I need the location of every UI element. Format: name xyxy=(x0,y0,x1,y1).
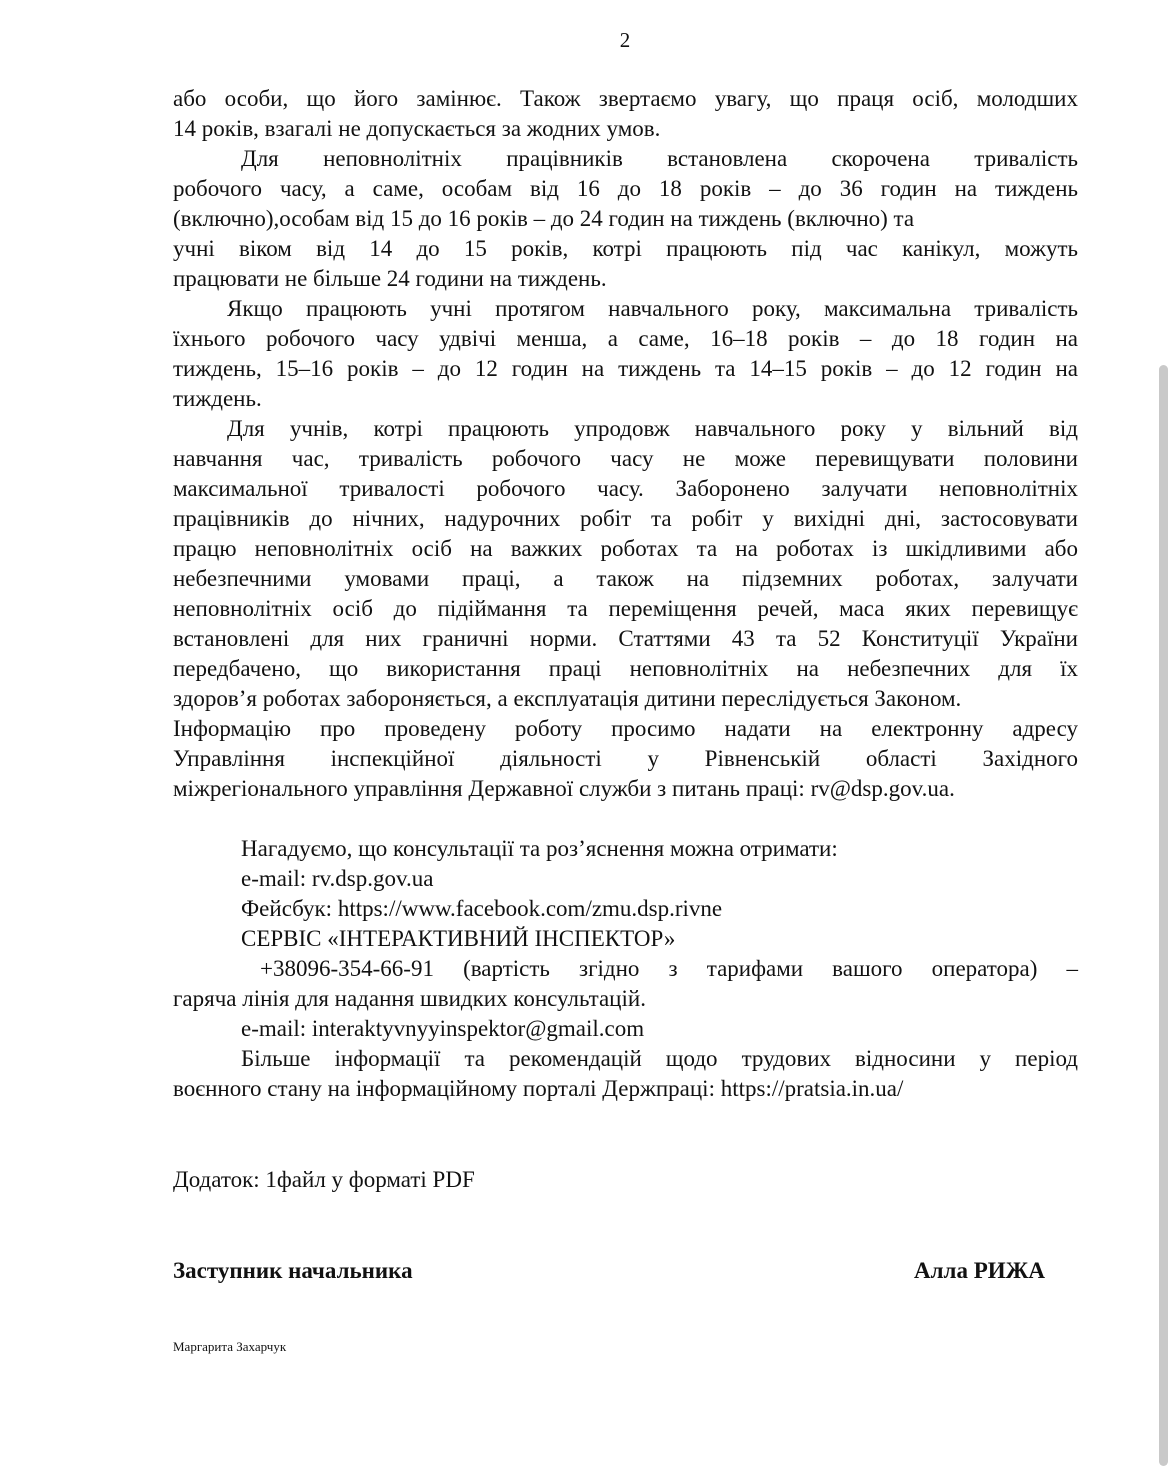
signatory-name: Алла РИЖА xyxy=(914,1258,1045,1283)
text-line: міжрегіонального управління Державної служби з питань праці: rv@dsp.gov.ua. xyxy=(173,776,955,801)
text-line: здоров’я роботах забороняється, а експлуатація дитини переслідується Законом. xyxy=(173,686,962,711)
page-number: 2 xyxy=(619,28,631,52)
text-line: Управління інспекційної діяльності у Рівненській області Західного xyxy=(173,746,1078,771)
text-line: Для учнів, котрі працюють упродовж навчального року у вільний від xyxy=(227,416,1078,441)
text-line: працювати не більше 24 години на тиждень. xyxy=(173,266,607,291)
text-line: максимальної тривалості робочого часу. Заборонено залучати неповнолітніх xyxy=(173,476,1078,501)
text-line: їхнього робочого часу удвічі менша, а саме, 16–18 років – до 18 годин на xyxy=(173,326,1078,351)
executor-name: Маргарита Захарчук xyxy=(173,1339,287,1354)
contacts-service: СЕРВІС «ІНТЕРАКТИВНИЙ ІНСПЕКТОР» xyxy=(241,926,676,951)
text-line: або особи, що його замінює. Також звертаємо увагу, що праця осіб, молодших xyxy=(173,86,1078,111)
paragraph-3 xyxy=(173,294,1078,414)
vertical-scrollbar[interactable] xyxy=(1150,0,1170,1466)
paragraph-4 xyxy=(173,414,1078,804)
text-line: 14 років, взагалі не допускається за жодних умов. xyxy=(173,116,661,141)
text-line: (включно),особам від 15 до 16 років – до 24 годин на тиждень (включно) та xyxy=(173,206,915,231)
contacts-more-info: Більше інформації та рекомендацій щодо трудових відносини у період xyxy=(241,1046,1078,1071)
text-line: працівників до нічних, надурочних робіт та робіт у вихідні дні, застосовувати xyxy=(173,506,1078,531)
contacts-inspector-email: e-mail: interaktyvnyyinspektor@gmail.com xyxy=(241,1016,645,1041)
contacts-reminder: Нагадуємо, що консультації та роз’яснення можна отримати: xyxy=(241,836,838,861)
text-line: учні віком від 14 до 15 років, котрі працюють під час канікул, можуть xyxy=(173,236,1078,261)
paragraph-1 xyxy=(173,84,1078,144)
contacts-phone-desc: гаряча лінія для надання швидких консультацій. xyxy=(173,986,646,1011)
text-line: Інформацію про проведену роботу просимо надати на електронну адресу xyxy=(173,716,1078,741)
text-line: встановлені для них граничні норми. Статтями 43 та 52 Конституції України xyxy=(173,626,1078,651)
text-line: Якщо працюють учні протягом навчального року, максимальна тривалість xyxy=(227,296,1078,321)
contacts-facebook: Фейсбук: https://www.facebook.com/zmu.dsp.rivne xyxy=(241,896,723,921)
text-line: тиждень. xyxy=(173,386,262,411)
contacts-portal: воєнного стану на інформаційному порталі Держпраці: https://pratsia.in.ua/ xyxy=(173,1076,904,1101)
contacts-block xyxy=(173,834,1078,1104)
paragraph-2 xyxy=(173,144,1078,294)
contacts-email: e-mail: rv.dsp.gov.ua xyxy=(241,866,434,891)
text-line: неповнолітніх осіб до підіймання та переміщення речей, маса яких перевищує xyxy=(173,596,1078,621)
text-line: передбачено, що використання праці неповнолітніх на небезпечних для їх xyxy=(173,656,1078,681)
letter-body xyxy=(173,84,1078,1104)
contacts-phone: +38096-354-66-91 (вартість згідно з тарифами вашого оператора) – xyxy=(260,956,1078,981)
signatory-title: Заступник начальника xyxy=(173,1258,413,1283)
text-line: небезпечними умовами праці, а також на підземних роботах, залучати xyxy=(173,566,1078,591)
text-line: робочого часу, а саме, особам від 16 до 18 років – до 36 годин на тиждень xyxy=(173,176,1078,201)
attachment-note: Додаток: 1файл у форматі PDF xyxy=(173,1167,475,1192)
text-line: працю неповнолітніх осіб на важких роботах та на роботах із шкідливими або xyxy=(173,536,1078,561)
text-line: Для неповнолітніх працівників встановлена скорочена тривалість xyxy=(241,146,1078,171)
text-line: тиждень, 15–16 років – до 12 годин на тиждень та 14–15 років – до 12 годин на xyxy=(173,356,1078,381)
scrollbar-thumb[interactable] xyxy=(1159,365,1168,1466)
text-line: навчання час, тривалість робочого часу не може перевищувати половини xyxy=(173,446,1078,471)
